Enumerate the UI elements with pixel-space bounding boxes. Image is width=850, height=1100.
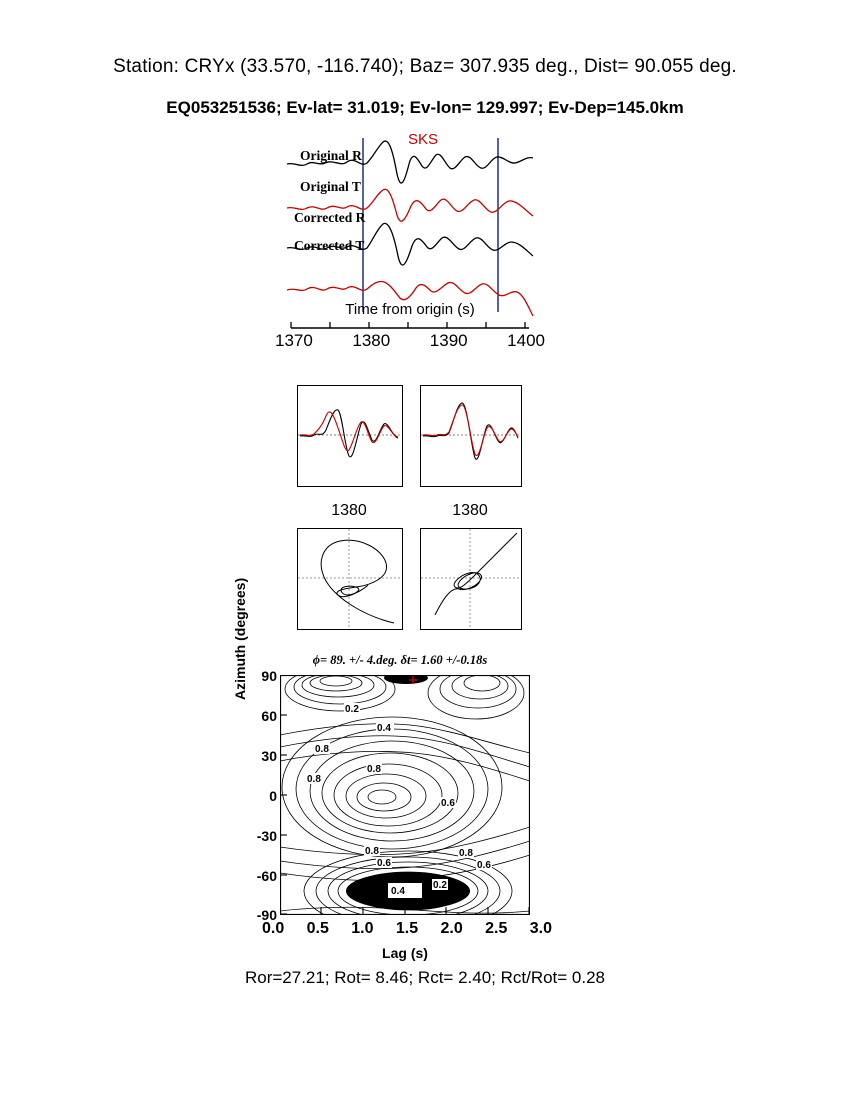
svg-text:0.6: 0.6 bbox=[441, 798, 455, 809]
overlay-tick-right: 1380 bbox=[452, 502, 488, 519]
waveform-axis-ticks bbox=[291, 322, 525, 328]
overlay-trace-red bbox=[300, 412, 398, 451]
ytick-m60: -60 bbox=[256, 868, 277, 884]
overlay-panel-uncorrected bbox=[297, 385, 403, 487]
ytick-0: 0 bbox=[269, 788, 277, 804]
svg-text:0.8: 0.8 bbox=[315, 744, 329, 755]
xtick-6: 3.0 bbox=[529, 920, 552, 937]
particle-motion-corrected bbox=[420, 528, 522, 630]
svg-text:0.4: 0.4 bbox=[377, 723, 391, 734]
svg-text:0.8: 0.8 bbox=[307, 774, 321, 785]
xtick-5: 2.5 bbox=[485, 920, 508, 937]
contour-y-ticklabels bbox=[235, 668, 277, 923]
ytick-30: 30 bbox=[261, 748, 277, 764]
time-tick-1390: 1390 bbox=[429, 331, 468, 350]
sks-phase-label: SKS bbox=[408, 131, 439, 148]
particle-motion-plot-uncorrected bbox=[298, 529, 400, 627]
svg-text:0.8: 0.8 bbox=[459, 848, 473, 859]
contour-x-ticklabels bbox=[262, 920, 552, 938]
particle-motion-plot-corrected bbox=[421, 529, 519, 627]
ytick-m30: -30 bbox=[256, 828, 277, 844]
trace-label-corrected-t: Corrected T bbox=[294, 238, 365, 253]
svg-text:0.8: 0.8 bbox=[365, 846, 379, 857]
contour-x-axis-title: Lag (s) bbox=[382, 945, 428, 961]
ytick-m90: -90 bbox=[256, 907, 277, 923]
time-tick-1370: 1370 bbox=[275, 331, 313, 350]
ytick-60: 60 bbox=[261, 708, 277, 724]
splitting-parameters-heading: ϕ= 89. +/- 4.deg. δt= 1.60 +/-0.18s bbox=[312, 653, 488, 667]
svg-text:0.4: 0.4 bbox=[391, 886, 405, 897]
overlay-panel-corrected bbox=[420, 385, 522, 487]
xtick-3: 1.5 bbox=[395, 920, 419, 937]
error-surface-plot bbox=[280, 675, 530, 915]
overlay-plot-corrected bbox=[421, 386, 519, 484]
time-axis-ticklabels bbox=[275, 331, 545, 351]
particle-path bbox=[435, 533, 517, 615]
stats-footer: Ror=27.21; Rot= 8.46; Rct= 2.40; Rct/Rot= 0.28 bbox=[244, 968, 606, 987]
particle-path bbox=[321, 540, 394, 623]
overlay-plot-uncorrected bbox=[298, 386, 400, 484]
overlay-trace-red bbox=[423, 405, 518, 456]
station-header: Station: CRYx (33.570, -116.740); Baz= 307.935 deg., Dist= 90.055 deg. bbox=[113, 56, 737, 77]
particle-motion-uncorrected bbox=[297, 528, 403, 630]
overlay-tick-left: 1380 bbox=[331, 502, 367, 519]
trace-label-original-t: Original T bbox=[300, 179, 361, 194]
time-tick-1400: 1400 bbox=[507, 331, 545, 350]
trace-label-original-r: Original R bbox=[300, 148, 362, 163]
xtick-2: 1.0 bbox=[351, 920, 374, 937]
xtick-0: 0.0 bbox=[262, 920, 285, 937]
contour-y-axis-title: Azimuth (degrees) bbox=[232, 577, 248, 700]
time-tick-1380: 1380 bbox=[352, 331, 391, 350]
event-header: EQ053251536; Ev-lat= 31.019; Ev-lon= 129.997; Ev-Dep=145.0km bbox=[166, 98, 684, 117]
xtick-4: 2.0 bbox=[440, 920, 463, 937]
svg-text:0.2: 0.2 bbox=[433, 880, 447, 891]
trace-label-corrected-r: Corrected R bbox=[294, 210, 366, 225]
time-axis-title: Time from origin (s) bbox=[345, 301, 475, 318]
svg-text:0.8: 0.8 bbox=[367, 764, 381, 775]
ytick-90: 90 bbox=[261, 668, 277, 684]
error-surface-panel bbox=[280, 675, 530, 915]
xtick-1: 0.5 bbox=[306, 920, 329, 937]
svg-text:0.6: 0.6 bbox=[377, 858, 391, 869]
svg-text:0.2: 0.2 bbox=[345, 704, 359, 715]
svg-text:0.6: 0.6 bbox=[477, 860, 491, 871]
